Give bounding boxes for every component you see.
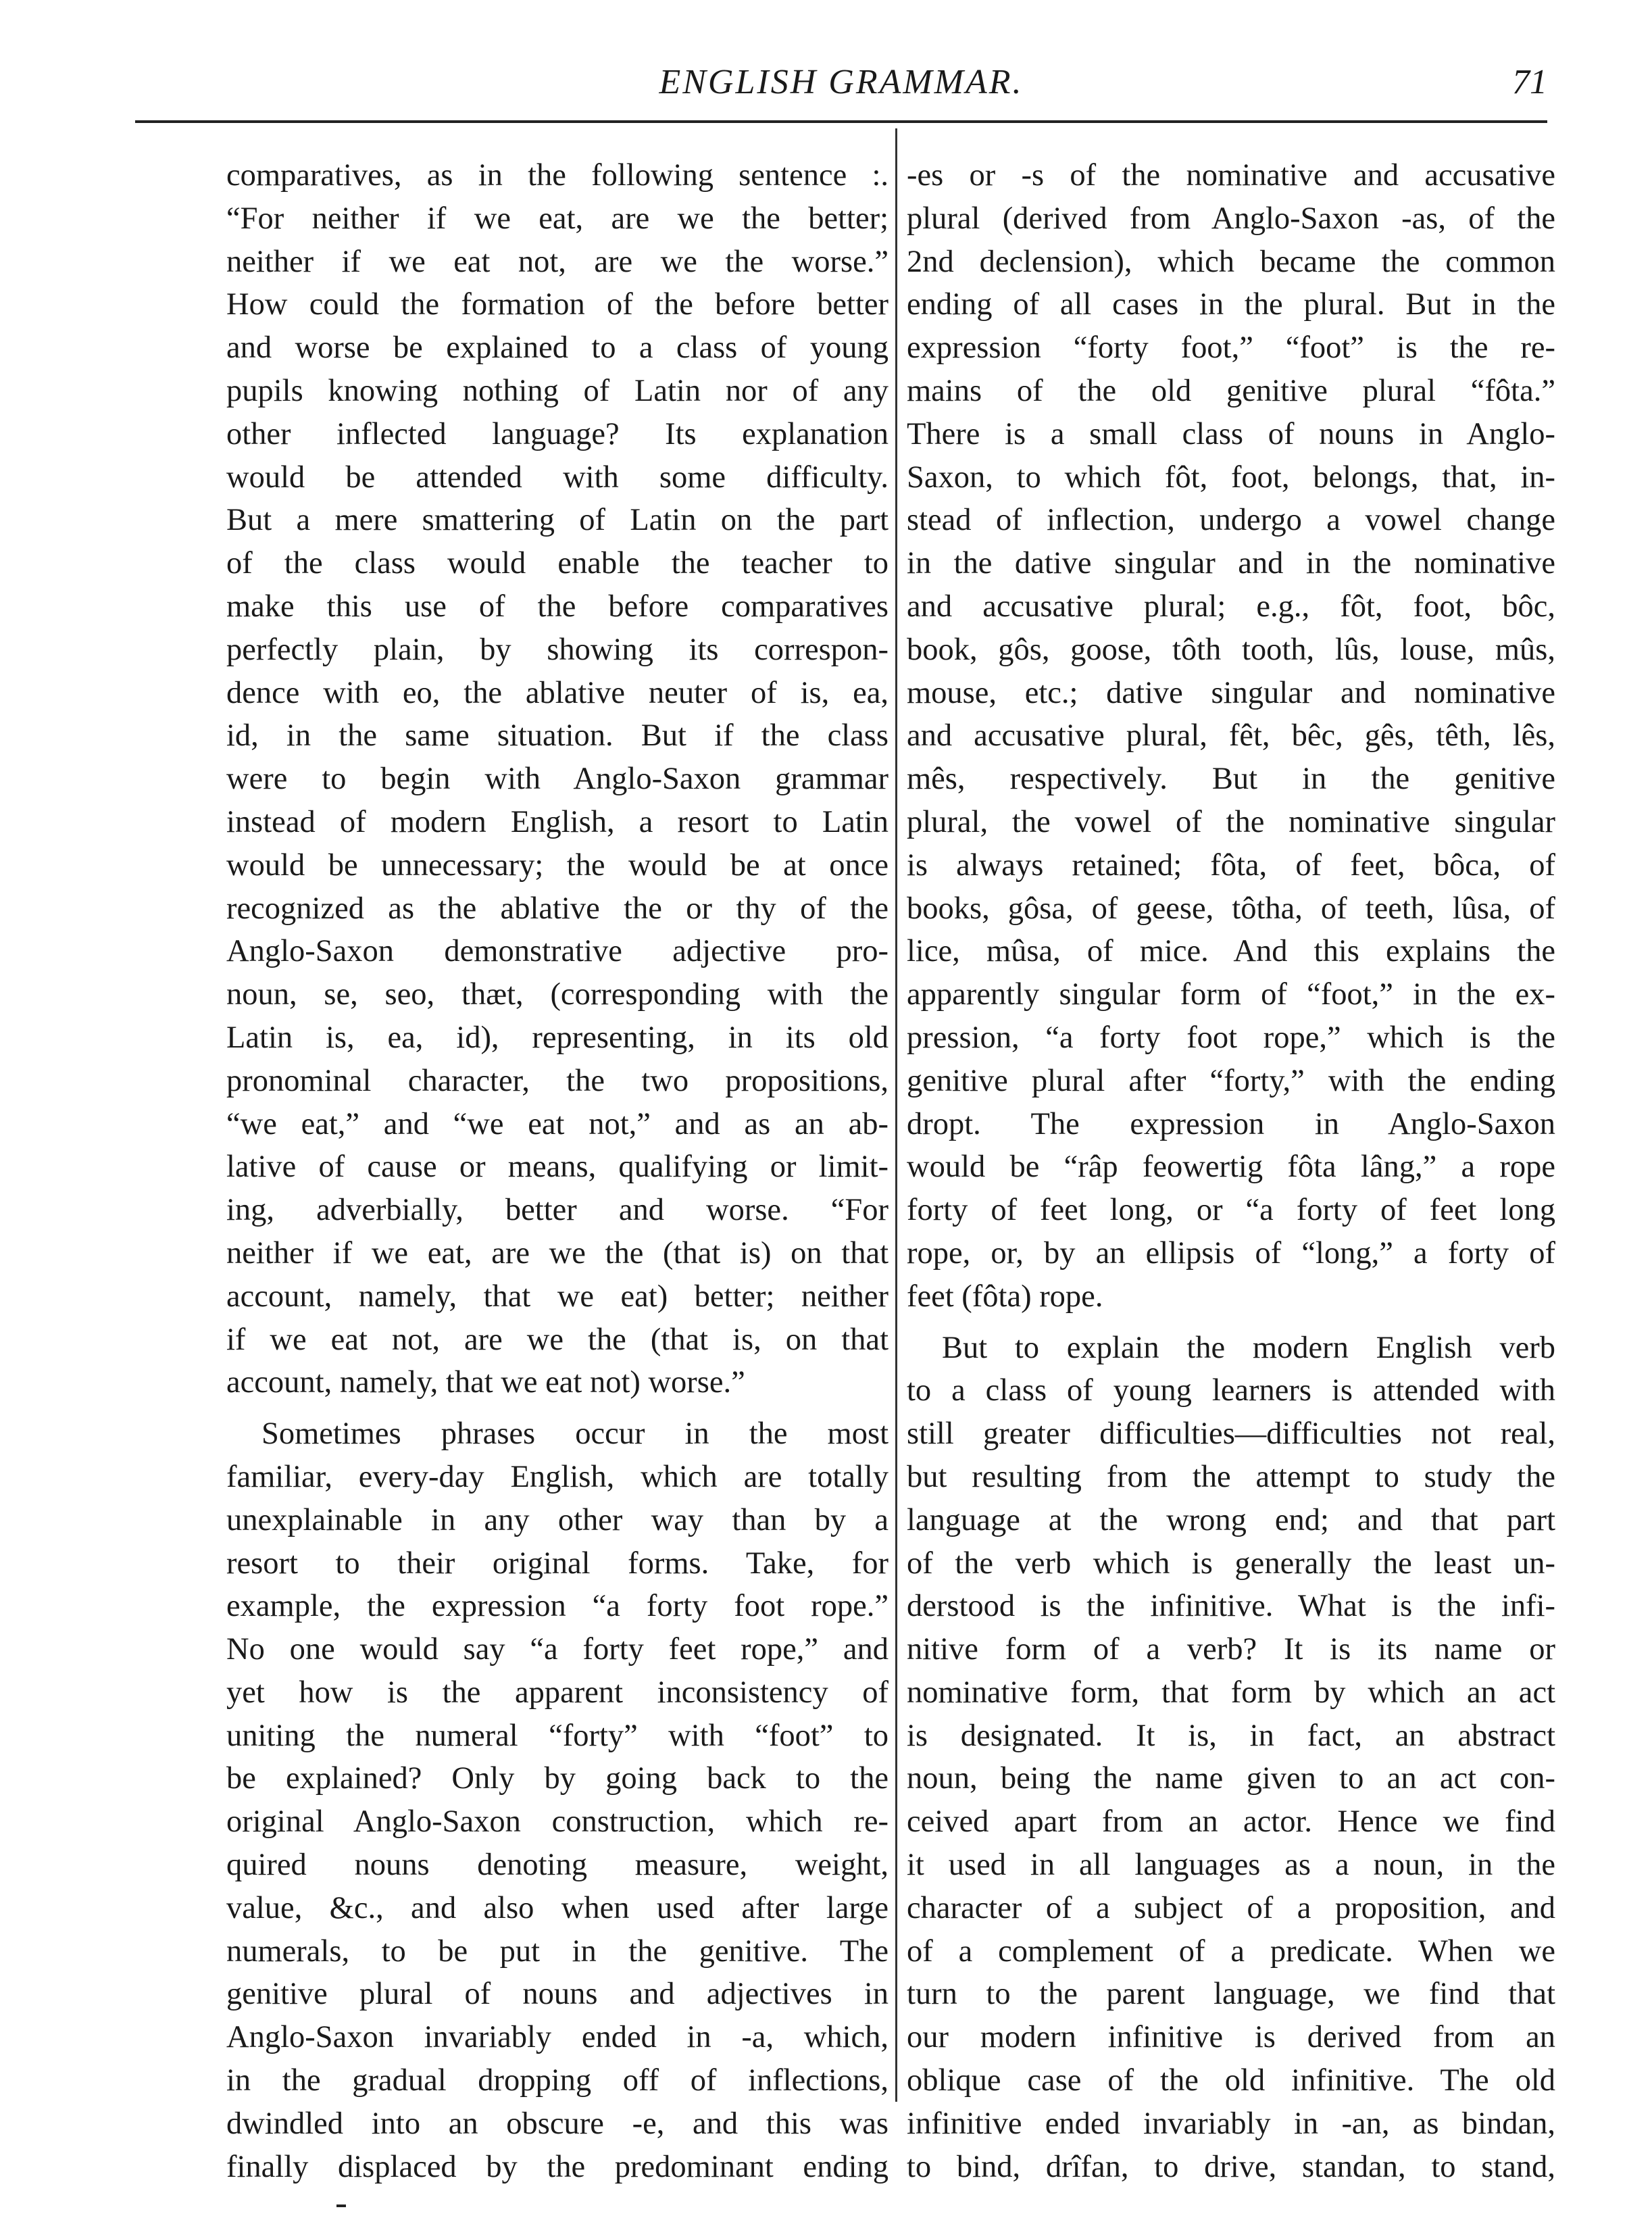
text-line: would be “râp feowertig fôta lâng,” a rope — [907, 1150, 1555, 1185]
text-line: unexplainable in any other way than by a — [226, 1502, 888, 1537]
text-line: -es or -s of the nominative and accusative — [907, 158, 1555, 193]
text-line: dropt. The expression in Anglo-Saxon — [907, 1106, 1555, 1141]
footer-mark — [336, 2204, 346, 2207]
text-line: plural (derived from Anglo-Saxon -as, of the — [907, 201, 1555, 236]
text-line: infinitive ended invariably in -an, as bindan, — [907, 2106, 1555, 2141]
text-line: still greater difficulties—difficulties not real, — [907, 1416, 1555, 1452]
text-line: lative of cause or means, qualifying or limit- — [226, 1150, 888, 1185]
text-line: example, the expression “a forty foot rope.” — [226, 1589, 888, 1624]
text-line: pronominal character, the two propositions, — [226, 1063, 888, 1098]
text-line: Anglo-Saxon demonstrative adjective pro- — [226, 934, 888, 969]
paragraph-gap — [907, 1319, 1555, 1327]
text-line: would be attended with some difficulty. — [226, 460, 888, 495]
text-line: familiar, every-day English, which are totally — [226, 1459, 888, 1494]
text-line: neither if we eat not, are we the worse.” — [226, 244, 888, 279]
text-line: book, gôs, goose, tôth tooth, lûs, louse, mûs, — [907, 632, 1555, 667]
header-rule — [135, 120, 1547, 123]
running-title: ENGLISH GRAMMAR. — [659, 63, 1024, 101]
page-header — [135, 62, 1547, 116]
text-line: Sometimes phrases occur in the most — [261, 1416, 888, 1452]
text-line: ing, adverbially, better and worse. “For — [226, 1193, 888, 1228]
column-divider — [895, 128, 897, 2102]
text-line: turn to the parent language, we find that — [907, 1977, 1555, 2012]
text-line: of a complement of a predicate. When we — [907, 1933, 1555, 1969]
text-line: of the verb which is generally the least un- — [907, 1546, 1555, 1581]
right-column — [907, 154, 1555, 2188]
text-line: mouse, etc.; dative singular and nominative — [907, 675, 1555, 710]
text-line: “we eat,” and “we eat not,” and as an ab- — [226, 1106, 888, 1141]
text-line: expression “forty foot,” “foot” is the re- — [907, 330, 1555, 366]
text-line: “For neither if we eat, are we the better; — [226, 201, 888, 236]
text-line: and accusative plural; e.g., fôt, foot, bôc, — [907, 589, 1555, 624]
text-line: character of a subject of a proposition, and — [907, 1890, 1555, 1925]
text-line: were to begin with Anglo-Saxon grammar — [226, 762, 888, 797]
text-line: recognized as the ablative the or thy of the — [226, 891, 888, 926]
text-line: yet how is the apparent inconsistency of — [226, 1675, 888, 1710]
text-line: genitive plural of nouns and adjectives in — [226, 1977, 888, 2012]
text-line: mains of the old genitive plural “fôta.” — [907, 373, 1555, 408]
text-line: books, gôsa, of geese, tôtha, of teeth, lûsa, of — [907, 891, 1555, 926]
text-line: make this use of the before comparatives — [226, 589, 888, 624]
text-line: numerals, to be put in the genitive. The — [226, 1933, 888, 1969]
text-line: account, namely, that we eat not) worse.” — [226, 1365, 745, 1400]
text-line: other inflected language? Its explanation — [226, 416, 888, 451]
text-line: pupils knowing nothing of Latin nor of any — [226, 373, 888, 408]
text-line: nominative form, that form by which an act — [907, 1675, 1555, 1710]
text-line: is always retained; fôta, of feet, bôca, of — [907, 847, 1555, 883]
text-line: but resulting from the attempt to study the — [907, 1459, 1555, 1494]
text-line: quired nouns denoting measure, weight, — [226, 1848, 888, 1883]
text-line: account, namely, that we eat) better; neither — [226, 1279, 888, 1314]
text-line: id, in the same situation. But if the class — [226, 718, 888, 754]
text-line: is designated. It is, in fact, an abstract — [907, 1718, 1555, 1753]
text-line: plural, the vowel of the nominative singular — [907, 804, 1555, 839]
text-line: language at the wrong end; and that part — [907, 1502, 1555, 1537]
text-line: of the class would enable the teacher to — [226, 546, 888, 581]
text-line: in the gradual dropping off of inflections, — [226, 2063, 888, 2098]
text-line: oblique case of the old infinitive. The old — [907, 2063, 1555, 2098]
text-line: and worse be explained to a class of young — [226, 330, 888, 366]
text-line: genitive plural after “forty,” with the ending — [907, 1063, 1555, 1098]
text-line: Saxon, to which fôt, foot, belongs, that, in- — [907, 460, 1555, 495]
text-line: stead of inflection, undergo a vowel change — [907, 503, 1555, 538]
text-line: Anglo-Saxon invariably ended in -a, which, — [226, 2020, 888, 2055]
text-line: comparatives, as in the following sentence :. — [226, 158, 888, 193]
text-line: mês, respectively. But in the genitive — [907, 762, 1555, 797]
text-line: dwindled into an obscure -e, and this was — [226, 2106, 888, 2141]
text-line: in the dative singular and in the nominative — [907, 546, 1555, 581]
text-line: forty of feet long, or “a forty of feet long — [907, 1193, 1555, 1228]
text-line: be explained? Only by going back to the — [226, 1761, 888, 1796]
text-line: 2nd declension), which became the common — [907, 244, 1555, 279]
text-line: There is a small class of nouns in Anglo- — [907, 416, 1555, 451]
text-line: But a mere smattering of Latin on the part — [226, 503, 888, 538]
text-line: apparently singular form of “foot,” in the ex- — [907, 977, 1555, 1012]
text-line: rope, or, by an ellipsis of “long,” a forty of — [907, 1235, 1555, 1271]
text-line: derstood is the infinitive. What is the infi- — [907, 1589, 1555, 1624]
page-number: 71 — [1512, 63, 1547, 101]
text-line: and accusative plural, fêt, bêc, gês, têth, lês, — [907, 718, 1555, 754]
text-line: it used in all languages as a noun, in the — [907, 1848, 1555, 1883]
text-line: finally displaced by the predominant ending — [226, 2149, 888, 2184]
text-line: noun, being the name given to an act con- — [907, 1761, 1555, 1796]
text-line: pression, “a forty foot rope,” which is the — [907, 1020, 1555, 1055]
text-line: noun, se, seo, thæt, (corresponding with the — [226, 977, 888, 1012]
text-line: dence with eo, the ablative neuter of is, ea, — [226, 675, 888, 710]
paragraph-gap — [226, 1404, 888, 1412]
text-line: lice, mûsa, of mice. And this explains the — [907, 934, 1555, 969]
text-line: ceived apart from an actor. Hence we find — [907, 1804, 1555, 1840]
text-line: to bind, drîfan, to drive, standan, to stand, — [907, 2149, 1555, 2184]
text-line: value, &c., and also when used after large — [226, 1890, 888, 1925]
text-line: neither if we eat, are we the (that is) on that — [226, 1235, 888, 1271]
left-column — [226, 154, 888, 2188]
text-line: ending of all cases in the plural. But in the — [907, 287, 1555, 322]
text-line: resort to their original forms. Take, for — [226, 1546, 888, 1581]
text-line: How could the formation of the before better — [226, 287, 888, 322]
text-line: to a class of young learners is attended with — [907, 1373, 1555, 1408]
text-line: feet (fôta) rope. — [907, 1279, 1103, 1314]
text-line: Latin is, ea, id), representing, in its old — [226, 1020, 888, 1055]
text-line: original Anglo-Saxon construction, which re- — [226, 1804, 888, 1840]
text-line: But to explain the modern English verb — [942, 1330, 1555, 1365]
text-line: our modern infinitive is derived from an — [907, 2020, 1555, 2055]
text-line: instead of modern English, a resort to Latin — [226, 804, 888, 839]
text-line: perfectly plain, by showing its correspon- — [226, 632, 888, 667]
text-line: nitive form of a verb? It is its name or — [907, 1632, 1555, 1667]
text-line: if we eat not, are we the (that is, on that — [226, 1322, 888, 1357]
text-line: would be unnecessary; the would be at once — [226, 847, 888, 883]
text-line: No one would say “a forty feet rope,” and — [226, 1632, 888, 1667]
text-line: uniting the numeral “forty” with “foot” to — [226, 1718, 888, 1753]
